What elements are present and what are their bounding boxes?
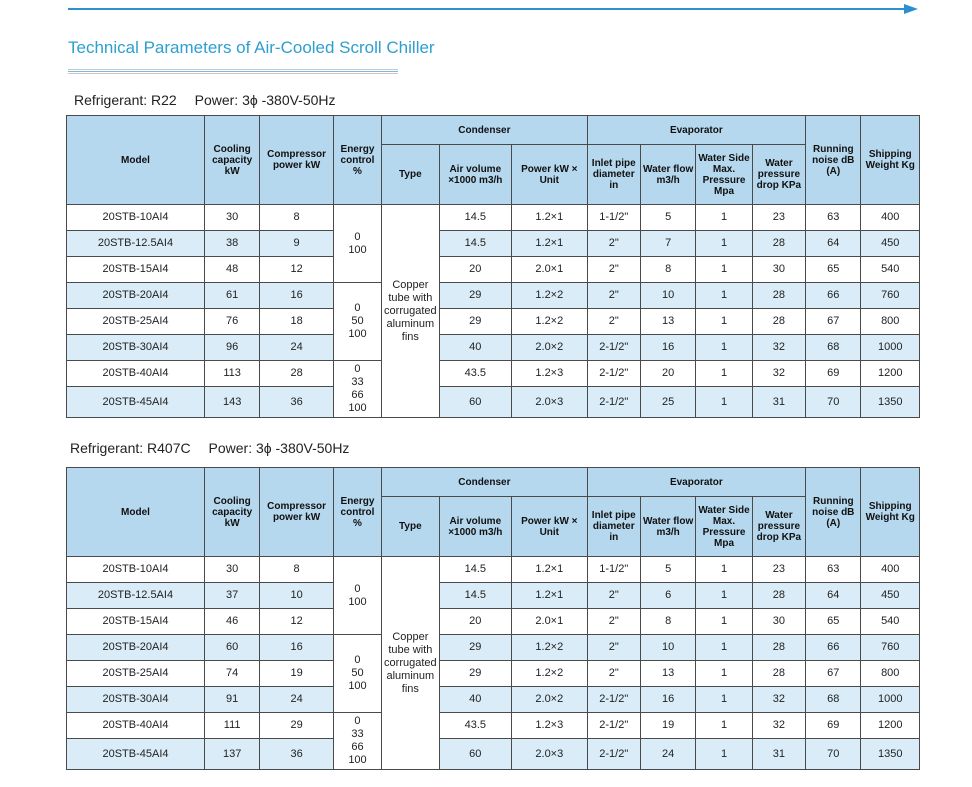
model-cell: 20STB-25AI4 <box>67 309 205 335</box>
air-volume-cell: 14.5 <box>439 231 512 257</box>
table-row <box>67 205 920 231</box>
energy-control-value: 50 <box>351 315 364 327</box>
energy-control-value: 0 <box>354 302 361 314</box>
col-header-water-pressure-drop: Water pressure drop KPa <box>752 497 805 557</box>
table-row <box>67 283 920 309</box>
cooling-capacity-cell: 48 <box>204 257 259 283</box>
water-flow-cell: 24 <box>640 739 695 770</box>
power-cell: 1.2×1 <box>512 557 588 583</box>
cooling-capacity-cell: 113 <box>204 361 259 387</box>
table-row <box>67 713 920 739</box>
shipping-weight-cell: 1350 <box>861 739 920 770</box>
section-heading-r22 <box>74 92 336 108</box>
running-noise-cell: 70 <box>806 387 861 418</box>
table-row <box>67 361 920 387</box>
air-volume-cell: 40 <box>439 687 512 713</box>
water-pressure-drop-cell: 28 <box>752 635 805 661</box>
water-pressure-drop-cell: 30 <box>752 609 805 635</box>
model-cell: 20STB-15AI4 <box>67 257 205 283</box>
running-noise-cell: 68 <box>806 687 861 713</box>
water-pressure-drop-cell: 28 <box>752 283 805 309</box>
water-flow-cell: 16 <box>640 687 695 713</box>
compressor-power-cell: 9 <box>260 231 334 257</box>
cooling-capacity-cell: 76 <box>204 309 259 335</box>
shipping-weight-cell: 1200 <box>861 361 920 387</box>
power-cell: 1.2×1 <box>512 205 588 231</box>
refrigerant-label: Refrigerant: R407C <box>70 440 191 456</box>
energy-control-value: 100 <box>348 680 367 692</box>
table-row <box>67 609 920 635</box>
energy-control-value: 100 <box>348 595 367 608</box>
inlet-pipe-cell: 2" <box>587 283 640 309</box>
compressor-power-cell: 8 <box>260 557 334 583</box>
inlet-pipe-cell: 2" <box>587 661 640 687</box>
compressor-power-cell: 18 <box>260 309 334 335</box>
water-side-pressure-cell: 1 <box>696 557 752 583</box>
air-volume-cell: 43.5 <box>439 713 512 739</box>
col-header-running-noise: Running noise dB (A) <box>806 116 861 205</box>
col-header-shipping-weight: Shipping Weight Kg <box>861 116 920 205</box>
col-header-compressor-power: Compressor power kW <box>260 468 334 557</box>
shipping-weight-cell: 1000 <box>861 687 920 713</box>
water-side-pressure-cell: 1 <box>696 257 752 283</box>
title-underline <box>68 69 398 74</box>
power-supply-label: Power: 3ϕ -380V-50Hz <box>208 440 350 456</box>
inlet-pipe-cell: 2-1/2" <box>587 687 640 713</box>
water-pressure-drop-cell: 28 <box>752 309 805 335</box>
col-header-power: Power kW × Unit <box>512 497 588 557</box>
col-header-water-side-pressure: Water Side Max. Pressure Mpa <box>696 145 752 205</box>
shipping-weight-cell: 800 <box>861 661 920 687</box>
inlet-pipe-cell: 2" <box>587 583 640 609</box>
energy-control-value: 0 <box>354 230 361 243</box>
water-side-pressure-cell: 1 <box>696 609 752 635</box>
water-pressure-drop-cell: 31 <box>752 387 805 418</box>
col-header-shipping-weight: Shipping Weight Kg <box>861 468 920 557</box>
energy-control-value: 50 <box>351 667 364 679</box>
power-cell: 1.2×1 <box>512 231 588 257</box>
energy-control-value: 100 <box>348 402 367 414</box>
water-pressure-drop-cell: 28 <box>752 583 805 609</box>
col-header-air-volume: Air volume ×1000 m3/h <box>439 497 512 557</box>
table-row <box>67 387 920 418</box>
water-side-pressure-cell: 1 <box>696 661 752 687</box>
water-pressure-drop-cell: 32 <box>752 713 805 739</box>
cooling-capacity-cell: 96 <box>204 335 259 361</box>
compressor-power-cell: 8 <box>260 205 334 231</box>
col-header-energy-control: Energy control % <box>333 116 381 205</box>
cooling-capacity-cell: 111 <box>204 713 259 739</box>
inlet-pipe-cell: 1-1/2" <box>587 205 640 231</box>
shipping-weight-cell: 400 <box>861 557 920 583</box>
water-flow-cell: 6 <box>640 583 695 609</box>
air-volume-cell: 60 <box>439 739 512 770</box>
shipping-weight-cell: 540 <box>861 257 920 283</box>
compressor-power-cell: 28 <box>260 361 334 387</box>
compressor-power-cell: 29 <box>260 713 334 739</box>
water-flow-cell: 16 <box>640 335 695 361</box>
air-volume-cell: 29 <box>439 635 512 661</box>
power-cell: 2.0×3 <box>512 387 588 418</box>
table-row <box>67 635 920 661</box>
inlet-pipe-cell: 2" <box>587 609 640 635</box>
energy-control-value: 33 <box>351 376 364 388</box>
water-pressure-drop-cell: 23 <box>752 205 805 231</box>
energy-control-value: 0 <box>354 363 361 375</box>
col-header-compressor-power: Compressor power kW <box>260 116 334 205</box>
cooling-capacity-cell: 60 <box>204 635 259 661</box>
power-cell: 1.2×2 <box>512 283 588 309</box>
running-noise-cell: 69 <box>806 361 861 387</box>
compressor-power-cell: 24 <box>260 687 334 713</box>
inlet-pipe-cell: 2-1/2" <box>587 739 640 770</box>
model-cell: 20STB-30AI4 <box>67 687 205 713</box>
water-flow-cell: 25 <box>640 387 695 418</box>
shipping-weight-cell: 1200 <box>861 713 920 739</box>
water-pressure-drop-cell: 32 <box>752 361 805 387</box>
running-noise-cell: 70 <box>806 739 861 770</box>
model-cell: 20STB-45AI4 <box>67 739 205 770</box>
col-header-cooling-capacity: Cooling capacity kW <box>204 468 259 557</box>
running-noise-cell: 65 <box>806 609 861 635</box>
water-pressure-drop-cell: 32 <box>752 335 805 361</box>
inlet-pipe-cell: 2-1/2" <box>587 713 640 739</box>
spec-table-r407c <box>66 467 920 770</box>
cooling-capacity-cell: 38 <box>204 231 259 257</box>
running-noise-cell: 69 <box>806 713 861 739</box>
water-flow-cell: 8 <box>640 257 695 283</box>
running-noise-cell: 67 <box>806 309 861 335</box>
water-side-pressure-cell: 1 <box>696 387 752 418</box>
inlet-pipe-cell: 1-1/2" <box>587 557 640 583</box>
compressor-power-cell: 12 <box>260 257 334 283</box>
air-volume-cell: 29 <box>439 661 512 687</box>
compressor-power-cell: 16 <box>260 635 334 661</box>
air-volume-cell: 43.5 <box>439 361 512 387</box>
condenser-type-cell: Copper tube with corrugated aluminum fins <box>382 205 439 418</box>
water-pressure-drop-cell: 31 <box>752 739 805 770</box>
model-cell: 20STB-10AI4 <box>67 205 205 231</box>
water-side-pressure-cell: 1 <box>696 309 752 335</box>
refrigerant-label: Refrigerant: R22 <box>74 92 177 108</box>
water-flow-cell: 10 <box>640 635 695 661</box>
inlet-pipe-cell: 2-1/2" <box>587 361 640 387</box>
running-noise-cell: 66 <box>806 635 861 661</box>
energy-control-value: 0 <box>354 654 361 666</box>
water-flow-cell: 7 <box>640 231 695 257</box>
energy-control-value: 100 <box>348 243 367 256</box>
condenser-type-cell: Copper tube with corrugated aluminum fins <box>382 557 439 770</box>
shipping-weight-cell: 760 <box>861 635 920 661</box>
energy-control-value: 100 <box>348 328 367 340</box>
running-noise-cell: 67 <box>806 661 861 687</box>
col-header-model: Model <box>67 116 205 205</box>
energy-control-value: 66 <box>351 389 364 401</box>
shipping-weight-cell: 800 <box>861 309 920 335</box>
water-side-pressure-cell: 1 <box>696 583 752 609</box>
group-header-evaporator: Evaporator <box>587 468 806 497</box>
air-volume-cell: 14.5 <box>439 557 512 583</box>
cooling-capacity-cell: 61 <box>204 283 259 309</box>
water-side-pressure-cell: 1 <box>696 739 752 770</box>
air-volume-cell: 20 <box>439 257 512 283</box>
col-header-running-noise: Running noise dB (A) <box>806 468 861 557</box>
water-pressure-drop-cell: 28 <box>752 661 805 687</box>
power-cell: 2.0×3 <box>512 739 588 770</box>
inlet-pipe-cell: 2" <box>587 309 640 335</box>
power-cell: 2.0×1 <box>512 257 588 283</box>
water-side-pressure-cell: 1 <box>696 231 752 257</box>
cooling-capacity-cell: 46 <box>204 609 259 635</box>
running-noise-cell: 63 <box>806 205 861 231</box>
inlet-pipe-cell: 2" <box>587 635 640 661</box>
inlet-pipe-cell: 2" <box>587 257 640 283</box>
energy-control-value: 0 <box>354 715 361 727</box>
model-cell: 20STB-20AI4 <box>67 635 205 661</box>
cooling-capacity-cell: 91 <box>204 687 259 713</box>
page-title: Technical Parameters of Air-Cooled Scroll Chiller <box>68 38 435 57</box>
inlet-pipe-cell: 2-1/2" <box>587 335 640 361</box>
power-cell: 2.0×2 <box>512 335 588 361</box>
spec-table-r22 <box>66 115 920 418</box>
model-cell: 20STB-45AI4 <box>67 387 205 418</box>
air-volume-cell: 29 <box>439 309 512 335</box>
col-header-air-volume: Air volume ×1000 m3/h <box>439 145 512 205</box>
energy-control-value: 33 <box>351 728 364 740</box>
table-row <box>67 687 920 713</box>
power-cell: 1.2×3 <box>512 361 588 387</box>
energy-control-value: 66 <box>351 741 364 753</box>
model-cell: 20STB-30AI4 <box>67 335 205 361</box>
water-side-pressure-cell: 1 <box>696 205 752 231</box>
water-side-pressure-cell: 1 <box>696 635 752 661</box>
water-flow-cell: 5 <box>640 205 695 231</box>
model-cell: 20STB-12.5AI4 <box>67 231 205 257</box>
water-side-pressure-cell: 1 <box>696 713 752 739</box>
table-row <box>67 557 920 583</box>
model-cell: 20STB-12.5AI4 <box>67 583 205 609</box>
power-cell: 1.2×2 <box>512 309 588 335</box>
compressor-power-cell: 10 <box>260 583 334 609</box>
cooling-capacity-cell: 37 <box>204 583 259 609</box>
power-cell: 1.2×3 <box>512 713 588 739</box>
compressor-power-cell: 19 <box>260 661 334 687</box>
table-row <box>67 739 920 770</box>
energy-control-cell <box>333 557 381 635</box>
table-row <box>67 309 920 335</box>
model-cell: 20STB-20AI4 <box>67 283 205 309</box>
water-flow-cell: 20 <box>640 361 695 387</box>
compressor-power-cell: 36 <box>260 387 334 418</box>
air-volume-cell: 14.5 <box>439 583 512 609</box>
water-flow-cell: 8 <box>640 609 695 635</box>
col-header-water-flow: Water flow m3/h <box>640 497 695 557</box>
power-cell: 2.0×2 <box>512 687 588 713</box>
col-header-condenser-type: Type <box>382 497 439 557</box>
water-side-pressure-cell: 1 <box>696 361 752 387</box>
col-header-water-pressure-drop: Water pressure drop KPa <box>752 145 805 205</box>
running-noise-cell: 66 <box>806 283 861 309</box>
col-header-power: Power kW × Unit <box>512 145 588 205</box>
col-header-inlet-pipe: Inlet pipe diameter in <box>587 497 640 557</box>
header-arrow-rule <box>68 4 918 14</box>
shipping-weight-cell: 450 <box>861 231 920 257</box>
shipping-weight-cell: 400 <box>861 205 920 231</box>
water-flow-cell: 5 <box>640 557 695 583</box>
model-cell: 20STB-25AI4 <box>67 661 205 687</box>
energy-control-cell <box>333 283 381 361</box>
air-volume-cell: 60 <box>439 387 512 418</box>
water-side-pressure-cell: 1 <box>696 283 752 309</box>
running-noise-cell: 68 <box>806 335 861 361</box>
model-cell: 20STB-40AI4 <box>67 713 205 739</box>
col-header-water-side-pressure: Water Side Max. Pressure Mpa <box>696 497 752 557</box>
model-cell: 20STB-15AI4 <box>67 609 205 635</box>
compressor-power-cell: 16 <box>260 283 334 309</box>
energy-control-cell <box>333 713 381 770</box>
model-cell: 20STB-10AI4 <box>67 557 205 583</box>
water-flow-cell: 13 <box>640 661 695 687</box>
water-flow-cell: 13 <box>640 309 695 335</box>
running-noise-cell: 64 <box>806 231 861 257</box>
inlet-pipe-cell: 2-1/2" <box>587 387 640 418</box>
energy-control-value: 0 <box>354 582 361 595</box>
power-supply-label: Power: 3ϕ -380V-50Hz <box>194 92 336 108</box>
water-pressure-drop-cell: 28 <box>752 231 805 257</box>
table-row <box>67 583 920 609</box>
compressor-power-cell: 12 <box>260 609 334 635</box>
air-volume-cell: 29 <box>439 283 512 309</box>
water-pressure-drop-cell: 32 <box>752 687 805 713</box>
table-row <box>67 257 920 283</box>
compressor-power-cell: 24 <box>260 335 334 361</box>
table-row <box>67 661 920 687</box>
air-volume-cell: 14.5 <box>439 205 512 231</box>
shipping-weight-cell: 450 <box>861 583 920 609</box>
water-pressure-drop-cell: 30 <box>752 257 805 283</box>
shipping-weight-cell: 1000 <box>861 335 920 361</box>
col-header-model: Model <box>67 468 205 557</box>
running-noise-cell: 65 <box>806 257 861 283</box>
cooling-capacity-cell: 143 <box>204 387 259 418</box>
power-cell: 1.2×2 <box>512 661 588 687</box>
table-row <box>67 231 920 257</box>
energy-control-cell <box>333 635 381 713</box>
water-flow-cell: 10 <box>640 283 695 309</box>
water-pressure-drop-cell: 23 <box>752 557 805 583</box>
compressor-power-cell: 36 <box>260 739 334 770</box>
water-side-pressure-cell: 1 <box>696 687 752 713</box>
water-flow-cell: 19 <box>640 713 695 739</box>
col-header-inlet-pipe: Inlet pipe diameter in <box>587 145 640 205</box>
energy-control-cell <box>333 205 381 283</box>
col-header-water-flow: Water flow m3/h <box>640 145 695 205</box>
col-header-energy-control: Energy control % <box>333 468 381 557</box>
cooling-capacity-cell: 30 <box>204 557 259 583</box>
cooling-capacity-cell: 74 <box>204 661 259 687</box>
col-header-condenser-type: Type <box>382 145 439 205</box>
shipping-weight-cell: 760 <box>861 283 920 309</box>
table-row <box>67 335 920 361</box>
group-header-condenser: Condenser <box>382 116 587 145</box>
power-cell: 1.2×2 <box>512 635 588 661</box>
group-header-evaporator: Evaporator <box>587 116 806 145</box>
cooling-capacity-cell: 30 <box>204 205 259 231</box>
cooling-capacity-cell: 137 <box>204 739 259 770</box>
col-header-cooling-capacity: Cooling capacity kW <box>204 116 259 205</box>
group-header-condenser: Condenser <box>382 468 587 497</box>
shipping-weight-cell: 1350 <box>861 387 920 418</box>
running-noise-cell: 64 <box>806 583 861 609</box>
power-cell: 1.2×1 <box>512 583 588 609</box>
inlet-pipe-cell: 2" <box>587 231 640 257</box>
power-cell: 2.0×1 <box>512 609 588 635</box>
section-heading-r407c <box>70 440 349 456</box>
air-volume-cell: 20 <box>439 609 512 635</box>
energy-control-cell <box>333 361 381 418</box>
running-noise-cell: 63 <box>806 557 861 583</box>
air-volume-cell: 40 <box>439 335 512 361</box>
shipping-weight-cell: 540 <box>861 609 920 635</box>
energy-control-value: 100 <box>348 754 367 766</box>
model-cell: 20STB-40AI4 <box>67 361 205 387</box>
water-side-pressure-cell: 1 <box>696 335 752 361</box>
